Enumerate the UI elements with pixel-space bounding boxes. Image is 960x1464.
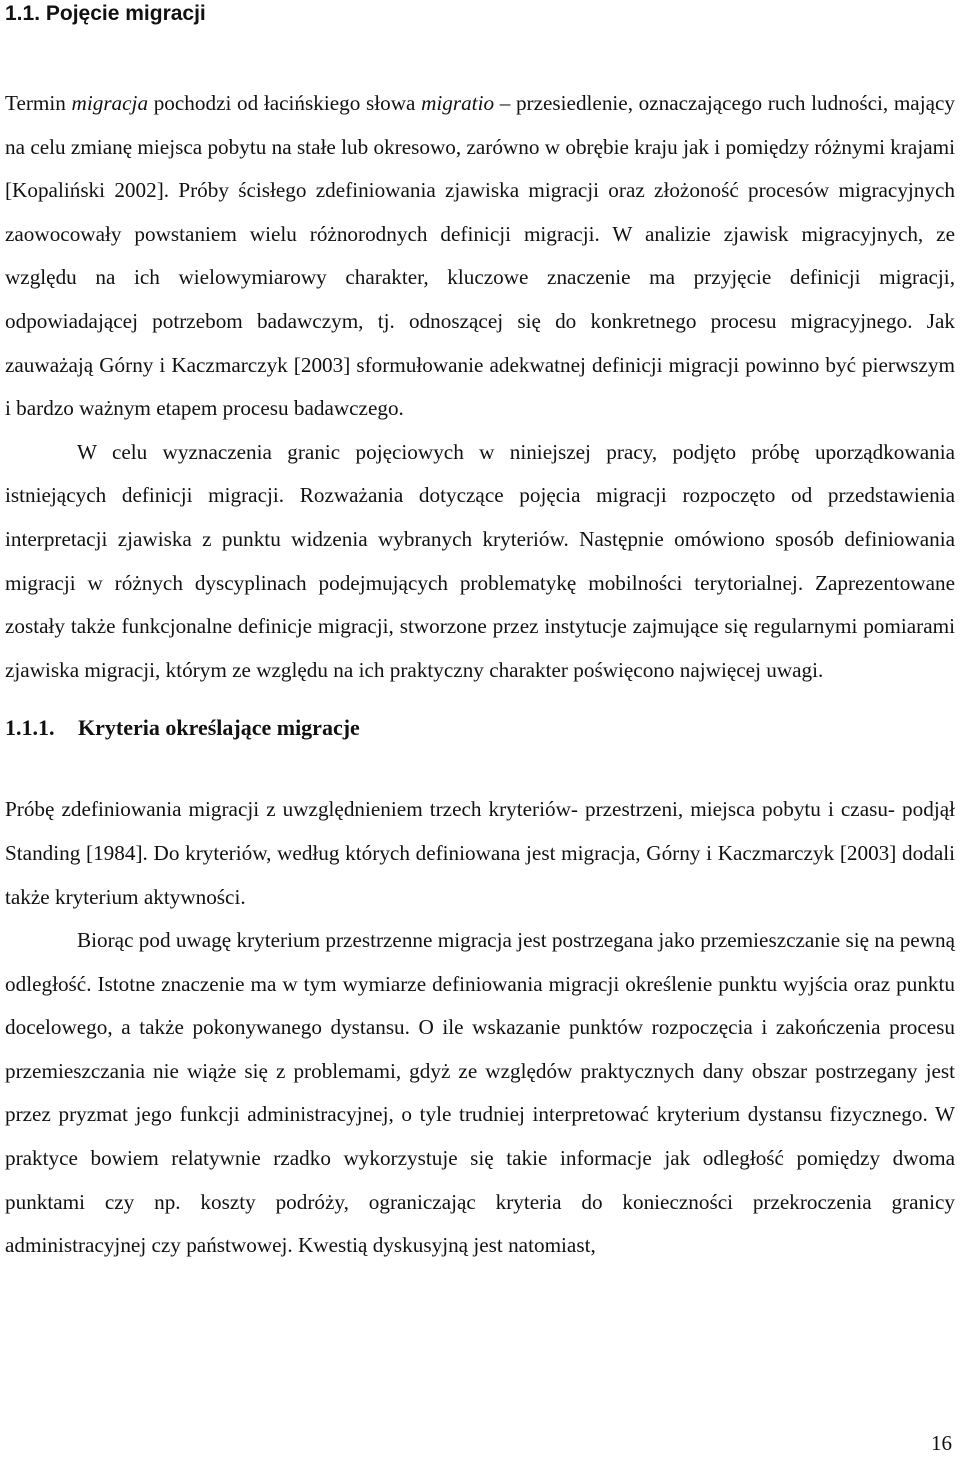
paragraph-scope: W celu wyznaczenia granic pojęciowych w niniejszej pracy, podjęto próbę uporządkowania istniejących definicji migracji. Rozważania dotyczące pojęcia migracji rozpoczęto od przedstawienia interpretacji zjawiska z punktu widzenia wybranych kryteriów. Następnie omówiono sposób definiowania migracji w różnych dyscyplinach podejmujących problematykę mobilności terytorialnej. Zaprezentowane zostały także funkcjonalne definicje migracji, stworzone przez instytucje zajmujące się regularnymi pomiarami zjawiska migracji, którym ze względu na ich praktyczny charakter poświęcono najwięcej uwagi.: [5, 439, 955, 682]
paragraph-criteria-intro: Próbę zdefiniowania migracji z uwzględnieniem trzech kryteriów- przestrzeni, miejsca pobytu i czasu- podjął Standing [1984]. Do kryteriów, według których definiowana jest migracja, Górny i Kaczmarczyk [2003] dodali także kryterium aktywności.: [5, 797, 955, 909]
term-migracja: migracja: [71, 91, 149, 115]
spacer: [5, 742, 955, 788]
subsection-number: 1.1.1.: [5, 715, 55, 741]
spacer: [5, 27, 955, 82]
subsection-heading: [5, 714, 955, 742]
subsection-title: Kryteria określające migracje: [78, 715, 360, 741]
spacer: [5, 692, 955, 714]
text-run: – przesiedlenie, oznaczającego ruch ludności, mający na celu zmianę miejsca pobytu na stałe lub okresowo, zarówno w obrębie kraju jak i pomiędzy różnymi krajami [Kopaliński 2002]. Próby ścisłego zdefiniowania zjawiska migracji oraz złożoność procesów migracyjnych zaowocowały powstaniem wielu różnorodnych definicji migracji. W analizie zjawisk migracyjnych, ze względu na ich wielowymiarowy charakter, kluczowe znaczenie ma przyjęcie definicji migracji, odpowiadającej potrzebom badawczym, tj. odnoszącej się do konkretnego procesu migracyjnego. Jak zauważają Górny i Kaczmarczyk [2003] sformułowanie adekwatnej definicji migracji powinno być pierwszym i bardzo ważnym etapem procesu badawczego.: [5, 91, 955, 421]
section-heading: 1.1. Pojęcie migracji: [5, 2, 206, 25]
term-migratio: migratio: [421, 91, 495, 115]
page-number: 16: [931, 1431, 952, 1455]
text-run: Termin: [5, 91, 72, 115]
paragraph-spatial-criterion: Biorąc pod uwagę kryterium przestrzenne migracja jest postrzegana jako przemieszczanie się na pewną odległość. Istotne znaczenie ma w tym wymiarze definiowania migracji określenie punktu wyjścia oraz punktu docelowego, a także pokonywanego dystansu. O ile wskazanie punktów rozpoczęcia i zakończenia procesu przemieszczania nie wiąże się z problemami, gdyż ze względów praktycznych dany obszar postrzegany jest przez pryzmat jego funkcji administracyjnej, o tyle trudniej interpretować kryterium dystansu fizycznego. W praktyce bowiem relatywnie rzadko wykorzystuje się takie informacje jak odległość pomiędzy dwoma punktami czy np. koszty podróży, ograniczając kryteria do konieczności przekroczenia granicy administracyjnej czy państwowej. Kwestią dyskusyjną jest natomiast,: [5, 928, 955, 1258]
text-run: pochodzi od łacińskiego słowa: [148, 91, 422, 115]
document-page: [5, 0, 955, 1268]
paragraph-migration-definition: [5, 82, 955, 431]
